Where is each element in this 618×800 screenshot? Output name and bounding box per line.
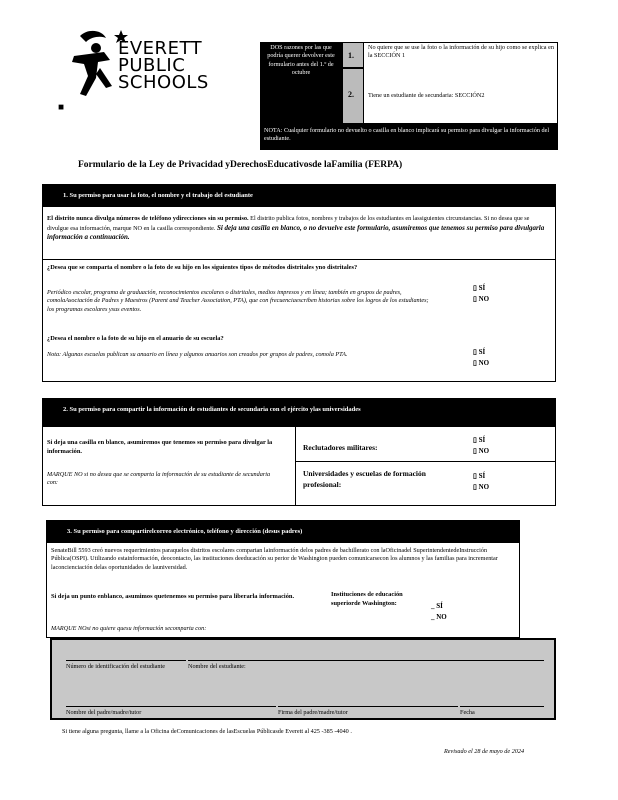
section-3-text: SenateBill 5593 creó nuevos requerimientos paraquelos distritos escolares compartan lainformación delos padres de bachillerato con laOficinadel SuperintendentedeInstrucción Pública(OSPI). Utilizando estainformación, deocontacto, las instituciones deeducación su perior de Washington pueden comunicarsecon los alumnos y las familias para incrementar laconcienciación delas oportunidades de launiversidad.: [51, 547, 498, 571]
question-1: ¿Desea que se comparta el nombre o la foto de su hijo en los siguientes tipos de métodos distritales yno distritales?: [47, 264, 358, 271]
q1-yes-checkbox[interactable]: [473, 283, 489, 294]
signature-line: [278, 706, 458, 707]
institutions-yes-option[interactable]: _ SÍ: [431, 602, 443, 610]
section-2: [42, 398, 556, 506]
recruiters-label: Reclutadores militares:: [303, 443, 378, 452]
signature-form: [50, 638, 556, 720]
date-label: Fecha: [460, 709, 475, 716]
recruiters-yes-checkbox[interactable]: [473, 435, 489, 446]
reason-2-text: Tiene un estudiante de secundaria: SECCIÓN2: [368, 92, 485, 99]
checkbox-icon: ▯: [473, 482, 479, 491]
student-id-line: [66, 660, 186, 661]
checkbox-icon: ▯: [473, 358, 479, 367]
question-1-detail: Periódico escolar, programa de graduación, reconocimientos escolares o distritales, medios impresos y en línea; también en grupos de padres, comolaAsociación de Padres y Maestros (Parent and Teacher Association, PTA), que con frecuenciaescriben historias sobre los logros de los estudiantes; los programas escolares ysus eventos.: [47, 289, 429, 313]
checkbox-icon: ▯: [473, 294, 479, 303]
no-label: NO: [478, 482, 490, 491]
institutions-label: Instituciones de educación superiorde Washington:: [331, 591, 403, 607]
student-id-label: Número de identificación del estudiante: [66, 663, 165, 670]
section-1-intro-bold: El distrito nunca divulga números de teléfono ydirecciones sin su permiso.: [47, 215, 249, 222]
q2-no-checkbox[interactable]: [473, 358, 489, 369]
section-1-intro-rest: El distrito publica fotos, nombres y trabajos de los estudiantes en lassiguientes circunstancias. Si no desea que se divulgue esa información, marque NO en la casilla correspondiente.: [47, 215, 530, 232]
universities-yes-checkbox[interactable]: [473, 471, 489, 482]
q2-options: [473, 347, 489, 368]
universities-options: [473, 471, 489, 492]
yes-label: SÍ: [478, 436, 486, 444]
reason-1-num: 1.: [348, 51, 354, 60]
divider: [295, 461, 555, 462]
section-3-bold: Si deja un punto enblanco, asumimos quetenemos su permiso para liberarla información.: [51, 593, 295, 600]
logo-line3: SCHOOLS: [118, 72, 209, 93]
student-name-line: [188, 660, 544, 661]
logo-text: [118, 40, 209, 91]
reason-2-num: 2.: [348, 90, 354, 99]
footer-contact: Si tiene alguna pregunta, llame a la Oficina deComunicaciones de lasEscuelas Públicasde Everett al 425 -385 -4040 .: [62, 728, 352, 735]
institutions-no-option[interactable]: _ NO: [431, 612, 447, 621]
section-3-italic: MARQUE NOsi no quiere quesu información secomparta con:: [51, 625, 207, 632]
checkbox-icon: ▯: [473, 436, 479, 444]
section-3: [46, 520, 520, 638]
parent-name-line: [66, 706, 276, 707]
divider: [295, 427, 296, 505]
institutions-options: [431, 601, 447, 622]
student-name-label: Nombre del estudiante:: [188, 663, 246, 670]
checkbox-icon: ▯: [473, 348, 479, 356]
parent-name-label: Nombre del padre/madre/tutor: [66, 709, 142, 716]
signature-label: Firma del padre/madre/tutor: [278, 709, 348, 716]
checkbox-icon: ▯: [473, 446, 479, 455]
q1-no-checkbox[interactable]: [473, 294, 489, 305]
section-1: [42, 184, 556, 382]
reasons-box: [260, 42, 558, 150]
question-2: ¿Desea el nombre o la foto de su hijo en el anuario de su escuela?: [47, 335, 224, 342]
recruiters-no-checkbox[interactable]: [473, 446, 489, 457]
question-2-detail: Nota: Algunas escuelas publican su anuario en línea y algunos anuarios son creados por grupos de padres, comola PTA.: [47, 351, 348, 358]
section-1-intro-tail: Si deja una casilla en blanco, o no devuelve este formulario, asumiremos que tenemos su permiso para divulgarla información a continuación.: [47, 223, 545, 242]
reason-1-text: No quiere que se use la foto o la información de su hijo como se explica en la SECCIÓN 1: [368, 44, 554, 60]
divider: [43, 259, 555, 260]
q1-options: [473, 283, 489, 304]
q2-yes-checkbox[interactable]: [473, 347, 489, 358]
no-label: NO: [478, 446, 490, 455]
section-1-header: 1. Su permiso para usar la foto, el nombre y el trabajo del estudiante: [43, 185, 555, 207]
reasons-note: NOTA: Cualquier formulario no devuelto o casilla en blanco implicará su permiso para divulgar la información del estudiante.: [264, 127, 550, 143]
section-2-header: 2. Su permiso para compartir la información de estudiantes de secundaria con el ejército ylas universidades: [43, 399, 555, 427]
section-3-header: 3. Su permiso para compartirelcorreo electrónico, teléfono y dirección (desus padres): [47, 521, 519, 543]
yes-label: SÍ: [478, 472, 486, 480]
section-2-left-italic: MARQUE NO si no desea que se comparta la información de su estudiante de secundaria con:: [47, 471, 271, 487]
reasons-left-text: DOS razones por las que podría querer devolver este formulario antes del 1.º de octubre: [267, 44, 335, 77]
universities-label: Universidades y escuelas de formación profesional:: [303, 469, 426, 489]
yes-label: SÍ: [478, 284, 486, 292]
date-line: [460, 706, 544, 707]
district-logo: [66, 26, 226, 98]
bullet-mark: ■: [58, 102, 65, 113]
recruiters-options: [473, 435, 489, 456]
no-label: NO: [478, 294, 490, 303]
checkbox-icon: ▯: [473, 284, 479, 292]
checkbox-icon: ▯: [473, 472, 479, 480]
logo-line1: EVERETT: [118, 38, 203, 59]
section-2-left-bold: Si deja una casilla en blanco, asumiremos que tenemos su permiso para divulgar la información.: [47, 439, 273, 455]
form-title: Formulario de la Ley de Privacidad yDerechosEducativosde laFamilia (FERPA): [78, 160, 403, 170]
section-1-intro: [47, 215, 551, 243]
universities-no-checkbox[interactable]: [473, 482, 489, 493]
logo-line2: PUBLIC: [118, 55, 186, 76]
no-label: NO: [478, 358, 490, 367]
footer-revised: Revisado el 28 de mayo de 2024: [444, 748, 525, 755]
yes-label: SÍ: [478, 348, 486, 356]
